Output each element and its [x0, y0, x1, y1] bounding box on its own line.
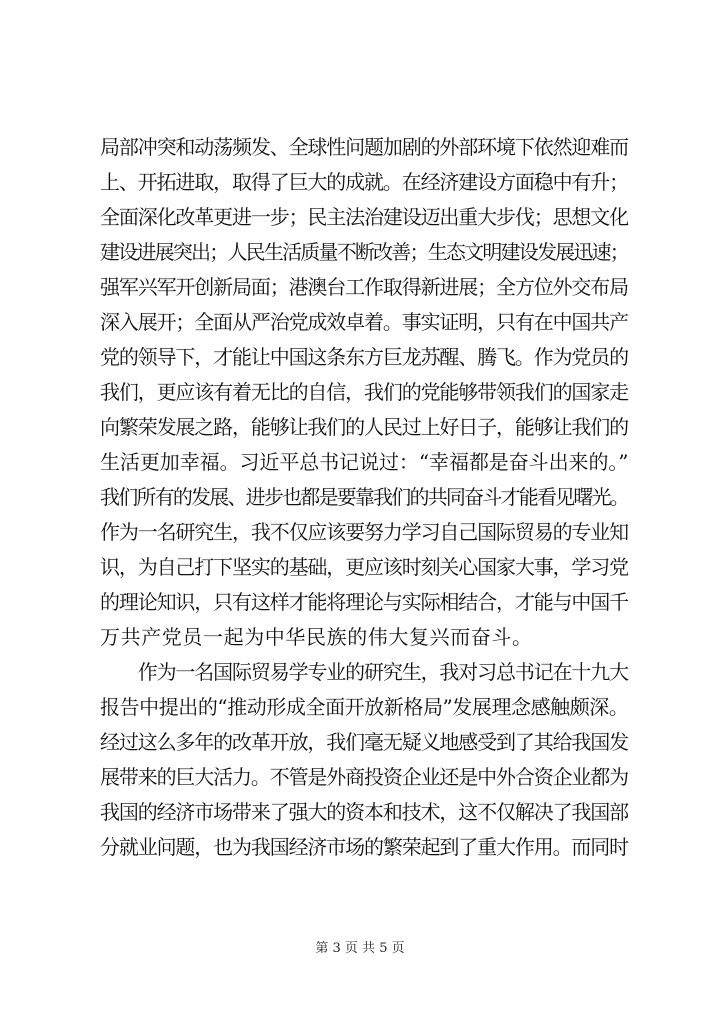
- text-line: 识，为自己打下坚实的基础，更应该时刻关心国家大事，学习党: [100, 555, 628, 579]
- text-line: 展带来的巨大活力。不管是外商投资企业还是中外合资企业都为: [100, 765, 628, 789]
- text-line: 深入展开；全面从严治党成效卓着。事实证明，只有在中国共产: [100, 310, 628, 334]
- text-line: 分就业问题，也为我国经济市场的繁荣起到了重大作用。而同时: [100, 835, 628, 859]
- text-line: 向繁荣发展之路，能够让我们的人民过上好日子，能够让我们的: [100, 415, 628, 439]
- text-line: 局部冲突和动荡频发、全球性问题加剧的外部环境下依然迎难而: [100, 135, 628, 159]
- text-line: 我们所有的发展、进步也都是要靠我们的共同奋斗才能看见曙光。: [100, 485, 628, 509]
- text-line: 作为一名国际贸易学专业的研究生，我对习总书记在十九大: [100, 660, 628, 684]
- page-number-footer: 第 3 页 共 5 页: [315, 941, 405, 956]
- text-line: 党的领导下，才能让中国这条东方巨龙苏醒、腾飞。作为党员的: [100, 345, 628, 369]
- text-line: 报告中提出的“推动形成全面开放新格局”发展理念感触颇深。: [100, 695, 629, 719]
- body-text: [100, 130, 628, 865]
- text-line: 作为一名研究生，我不仅应该要努力学习自己国际贸易的专业知: [100, 520, 628, 544]
- text-line: 的理论知识，只有这样才能将理论与实际相结合，才能与中国千: [100, 590, 628, 614]
- text-line: 经过这么多年的改革开放，我们毫无疑义地感受到了其给我国发: [100, 730, 628, 754]
- text-line: 建设进展突出；人民生活质量不断改善；生态文明建设发展迅速；: [100, 240, 628, 264]
- text-line: 万共产党员一起为中华民族的伟大复兴而奋斗。: [100, 625, 533, 649]
- text-line: 生活更加幸福。习近平总书记说过：“幸福都是奋斗出来的。”: [100, 450, 629, 474]
- text-line: 上、开拓进取，取得了巨大的成就。在经济建设方面稳中有升；: [100, 170, 628, 194]
- text-line: 我国的经济市场带来了强大的资本和技术，这不仅解决了我国部: [100, 800, 628, 824]
- text-line: 全面深化改革更进一步；民主法治建设迈出重大步伐；思想文化: [100, 205, 628, 229]
- text-line: 强军兴军开创新局面；港澳台工作取得新进展；全方位外交布局: [100, 275, 628, 299]
- text-line: 我们，更应该有着无比的自信，我们的党能够带领我们的国家走: [100, 380, 628, 404]
